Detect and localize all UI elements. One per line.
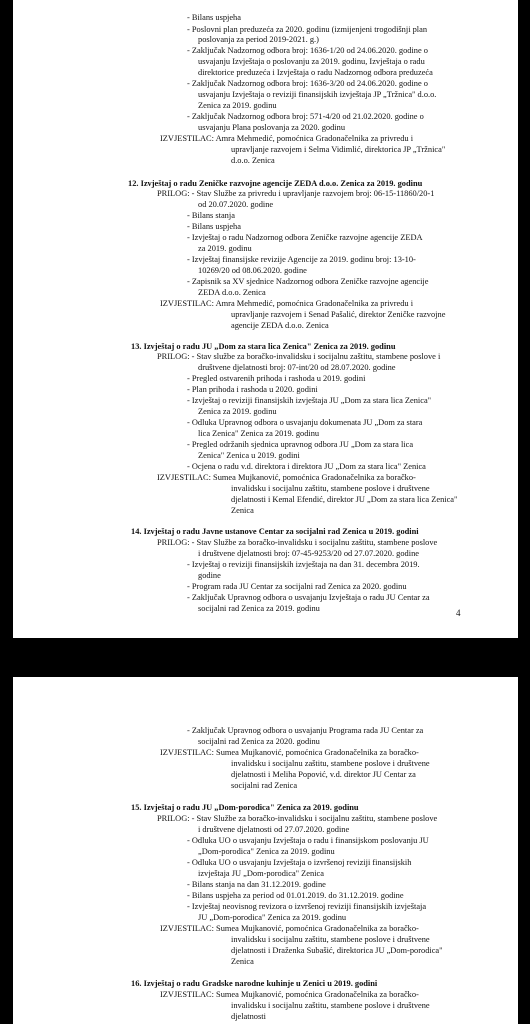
document-line: - Zaključak Nadzornog odbora broj: 1636-1/20 od 24.06.2020. godine o [187, 46, 428, 55]
document-line: IZVJESTILAC: Sumea Mujkanović, pomoćnica Gradonačelnika za boračko- [157, 473, 416, 482]
agenda-item-heading: 16. Izvještaj o radu Gradske narodne kuhinje u Zenici u 2019. godini [131, 979, 378, 988]
document-line: upravljanje razvojem i Senad Pašalić, direktor Zeničke razvojne [231, 310, 446, 319]
document-line: - Bilans uspjeha za period od 01.01.2019. do 31.12.2019. godine [187, 891, 404, 900]
document-line: IZVJESTILAC: Amra Mehmedić, pomoćnica Gradonačelnika za privredu i [160, 299, 414, 308]
document-line: Zenica" Zenica u 2019. godini [198, 451, 300, 460]
document-line: usvajanju Izvještaja o poslovanju za 2019. godinu, Izvještaja o radu [198, 57, 425, 66]
document-line: djelatnosti i Kemal Efendić, direktor JU „Dom za stara lica Zenica" [231, 495, 458, 504]
document-page-2 [13, 677, 518, 1024]
document-line: i društvene djelatnosti broj: 07-45-9253/20 od 27.07.2020. godine [198, 549, 419, 558]
document-line: JU „Dom-porodica" Zenica za 2019. godinu [198, 913, 347, 922]
document-line: - Bilans uspjeha [187, 13, 241, 22]
document-line: Zenica za 2019. godinu [198, 101, 277, 110]
document-line: - Zapisnik sa XV sjednice Nadzornog odbora Zeničke razvojne agencije [187, 277, 429, 286]
document-line: djelatnosti i Meliha Popović, v.d. direktor JU Centar za [231, 770, 416, 779]
document-line: PRILOG: - Stav službe za boračko-invalidsku i socijalnu zaštitu, stambene poslove i [157, 352, 441, 361]
document-line: lica Zenica" Zenica za 2019. godinu [198, 429, 320, 438]
document-line: upravljanje razvojem i Selma Vidimlić, direktorica JP „Tržnica" [231, 145, 446, 154]
document-line: - Bilans stanja na dan 31.12.2019. godine [187, 880, 326, 889]
document-line: - Bilans stanja [187, 211, 235, 220]
document-line: Zenica [231, 506, 254, 515]
document-line: direktorice preduzeća i Izvještaja o radu Nadzornog odbora preduzeća [198, 68, 433, 77]
document-line: - Plan prihoda i rashoda u 2020. godini [187, 385, 318, 394]
document-line: za 2019. godinu [198, 244, 252, 253]
document-line: 10269/20 od 08.06.2020. godine [198, 266, 307, 275]
document-line: - Poslovni plan preduzeća za 2020. godinu (izmijenjeni trogodišnji plan [187, 25, 428, 34]
document-line: - Izvještaj o reviziji finansijskih izvještaja JU „Dom za stara lica Zenica" [187, 396, 432, 405]
agenda-item-heading: 13. Izvještaj o radu JU „Dom za stara lica Zenica" Zenica za 2019. godinu [131, 342, 396, 351]
document-line: poslovanja za period 2019-2021. g.) [198, 35, 319, 44]
document-line: IZVJESTILAC: Sumea Mujkanović, pomoćnica Gradonačelnika za boračko- [160, 924, 419, 933]
document-line: IZVJESTILAC: Sumea Mujkanović, pomoćnica Gradonačelnika za boračko- [160, 748, 419, 757]
document-line: IZVJESTILAC: Sumea Mujkanović, pomoćnica Gradonačelnika za boračko- [160, 990, 419, 999]
document-line: - Zaključak Nadzornog odbora broj: 1636-3/20 od 24.06.2020. godine o [187, 79, 428, 88]
agenda-item-heading: 12. Izvještaj o radu Zeničke razvojne agencije ZEDA d.o.o. Zenica za 2019. godinu [128, 179, 423, 188]
document-line: - Zaključak Upravnog odbora o usvajanju Izvještaja o radu JU Centar za [187, 593, 430, 602]
document-line: PRILOG: - Stav Službe za boračko-invalidsku i socijalnu zaštitu, stambene poslove [157, 538, 438, 547]
document-line: socijalni rad Zenica [231, 781, 298, 790]
document-line: - Ocjena o radu v.d. direktora i direktora JU „Dom za stara lica" Zenica [187, 462, 426, 471]
document-line: - Bilans uspjeha [187, 222, 241, 231]
document-line: - Odluka Upravnog odbora o usvajanju dokumenata JU „Dom za stara [187, 418, 423, 427]
document-line: Zenica za 2019. godinu [198, 407, 277, 416]
document-line: socijalni rad Zenica za 2019. godinu [198, 604, 320, 613]
document-line: - Izvještaj o reviziji finansijskih izvještaja na dan 31. decembra 2019. [187, 560, 420, 569]
document-line: i društvene djelatnosti od 27.07.2020. godine [198, 825, 350, 834]
document-line: godine [198, 571, 221, 580]
document-line: - Pregled održanih sjednica upravnog odbora JU „Dom za stara lica [187, 440, 414, 449]
document-line: agencije ZEDA d.o.o. Zenica [231, 321, 329, 330]
document-line: društvene djelatnosti broj: 07-int/20 od 28.07.2020. godine [198, 363, 396, 372]
document-line: invalidsku i socijalnu zaštitu, stambene poslove i društvene [231, 935, 430, 944]
document-line: - Pregled ostvarenih prihoda i rashoda u 2019. godini [187, 374, 366, 383]
document-line: invalidsku i socijalnu zaštitu, stambene poslove i društvene [231, 759, 430, 768]
document-line: od 20.07.2020. godine [198, 200, 274, 209]
document-line: IZVJESTILAC: Amra Mehmedić, pomoćnica Gradonačelnika za privredu i [160, 134, 414, 143]
document-page-1 [13, 0, 518, 638]
document-line: „Dom-porodica" Zenica za 2019. godinu [198, 847, 335, 856]
document-line: djelatnosti [231, 1012, 266, 1021]
document-line: izvještaja JU „Dom-porodica" Zenica [198, 869, 324, 878]
document-line: invalidsku i socijalnu zaštitu, stambene poslove i društvene [231, 484, 430, 493]
document-line: usvajanju Izvještaja o reviziji finansijskih izvještaja JP „Tržnica" d.o.o. [198, 90, 437, 99]
document-line: - Izvještaj finansijske revizije Agencije za 2019. godinu broj: 13-10- [187, 255, 416, 264]
document-line: - Zaključak Nadzornog odbora broj: 571-4/20 od 21.02.2020. godine o [187, 112, 424, 121]
document-line: djelatnosti i Draženka Subašić, direktorica JU „Dom-porodica" [231, 946, 443, 955]
document-line: - Program rada JU Centar za socijalni rad Zenica za 2020. godinu [187, 582, 407, 591]
page-number: 4 [456, 608, 461, 618]
document-line: - Izvještaj o radu Nadzornog odbora Zeničke razvojne agencije ZEDA [187, 233, 423, 242]
document-line: PRILOG: - Stav Službe za boračko-invalidsku i socijalnu zaštitu, stambene poslove [157, 814, 438, 823]
document-line: socijalni rad Zenica za 2020. godinu [198, 737, 320, 746]
document-line: d.o.o. Zenica [231, 156, 275, 165]
document-line: usvajanju Plana poslovanja za 2020. godinu [198, 123, 346, 132]
agenda-item-heading: 14. Izvještaj o radu Javne ustanove Centar za socijalni rad Zenica u 2019. godini [131, 527, 419, 536]
document-line: - Zaključak Upravnog odbora o usvajanju Programa rada JU Centar za [187, 726, 424, 735]
document-line: invalidsku i socijalnu zaštitu, stambene poslove i društvene [231, 1001, 430, 1010]
document-line: - Odluka UO o usvajanju Izvještaja o radu i finansijskom poslovanju JU [187, 836, 429, 845]
document-line: - Izvještaj neovisnog revizora o izvršenoj reviziji finansijskih izvještaja [187, 902, 427, 911]
agenda-item-heading: 15. Izvještaj o radu JU „Dom-porodica" Zenica za 2019. godinu [131, 803, 359, 812]
document-line: PRILOG: - Stav Službe za privredu i upravljanje razvojem broj: 06-15-11860/20-1 [157, 189, 435, 198]
document-line: Zenica [231, 957, 254, 966]
document-line: ZEDA d.o.o. Zenica [198, 288, 266, 297]
document-line: - Odluka UO o usvajanju Izvještaja o izvršenoj reviziji finansijskih [187, 858, 412, 867]
